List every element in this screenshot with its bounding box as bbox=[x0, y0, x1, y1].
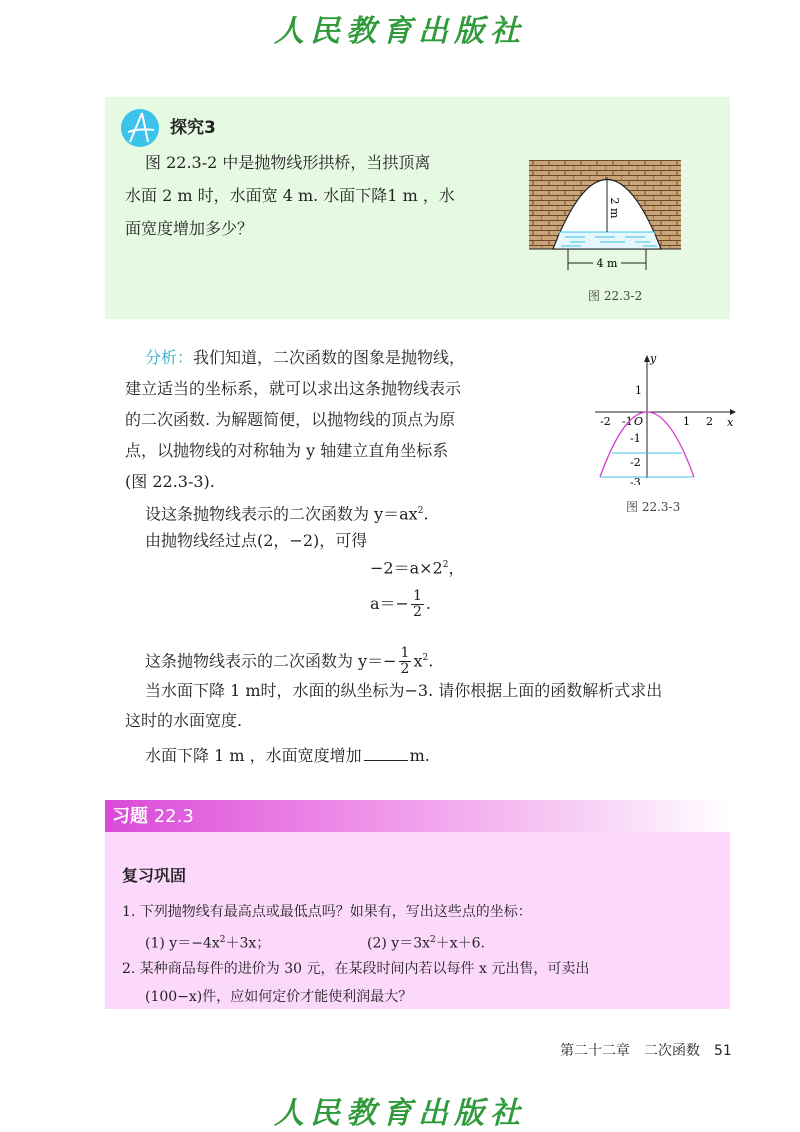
y-axis-label: y bbox=[650, 352, 657, 365]
equation-1: $-2=a\times 2^2$， bbox=[370, 558, 465, 578]
x-tick: 1 bbox=[683, 415, 690, 428]
analysis-text: 的二次函数. 为解题简便，以抛物线的顶点为原 bbox=[125, 410, 456, 429]
publisher-logo-bottom: 人民教育出版社 bbox=[274, 1096, 526, 1131]
drop-text: 这时的水面宽度. bbox=[125, 711, 243, 730]
analysis-text: 建立适当的坐标系，就可以求出这条抛物线表示 bbox=[125, 379, 462, 398]
exercise-number: 22.3 bbox=[153, 806, 194, 827]
question-1b: (2) $y=3x^2+x+6$. bbox=[367, 935, 485, 952]
question-2-cont: (100−x)件，应如何定价才能使利润最大？ bbox=[145, 989, 413, 1005]
explore-text: 面宽度增加多少？ bbox=[125, 219, 254, 238]
publisher-logo: 人民教育出版社 bbox=[274, 14, 526, 49]
pass-line: 由抛物线经过点(2，−2)，可得 bbox=[145, 531, 368, 550]
answer-blank bbox=[364, 747, 408, 761]
footer bbox=[560, 1036, 732, 1067]
y-tick: -2 bbox=[630, 456, 641, 469]
x-axis-label: x bbox=[727, 416, 734, 429]
x-tick: -1 bbox=[622, 415, 633, 428]
equation-2: a＝− $\frac{1}{2}$ . bbox=[370, 588, 431, 620]
y-tick: -1 bbox=[630, 432, 641, 445]
explore-title: 探究3 bbox=[170, 118, 216, 138]
analysis-text: 点，以抛物线的对称轴为 y 轴建立直角坐标系 bbox=[125, 441, 449, 460]
analysis-text: (图 22.3-3). bbox=[125, 472, 215, 491]
question-1a: (1) $y=-4x^2+3x$； bbox=[145, 935, 271, 952]
figure-caption: 图 22.3-2 bbox=[588, 289, 643, 303]
exercise-header-label: 习题 bbox=[112, 806, 148, 827]
analysis-text: 我们知道，二次函数的图象是抛物线， bbox=[193, 348, 466, 367]
question-2: 2. 某种商品每件的进价为 30 元，在某段时间内若以每件 x 元出售，可卖出 bbox=[122, 961, 590, 977]
chapter-title: 第二十二章 二次函数 bbox=[560, 1043, 700, 1059]
set-line: 设这条抛物线表示的二次函数为 $y=ax^2$. bbox=[145, 504, 429, 524]
section-title: 复习巩固 bbox=[122, 866, 187, 885]
y-tick: -3 bbox=[630, 476, 641, 485]
width-label: 4 m bbox=[596, 257, 618, 270]
graph-caption: 图 22.3-3 bbox=[626, 500, 681, 514]
drop-text: 当水面下降 1 m时，水面的纵坐标为−3. 请你根据上面的函数解析式求出 bbox=[145, 681, 663, 700]
origin-label: O bbox=[634, 415, 644, 428]
explore-text: 水面 2 m 时，水面宽 4 m. 水面下降1 m ，水 bbox=[125, 186, 455, 205]
analysis-label: 分析： bbox=[145, 348, 194, 367]
answer-line: 水面下降 1 m ，水面宽度增加 m. bbox=[145, 746, 430, 765]
exercise-header bbox=[105, 800, 730, 832]
compass-icon bbox=[120, 108, 160, 148]
result-line: 这条抛物线表示的二次函数为 y＝− $\frac{1}{2}$ $x^2$. bbox=[145, 645, 434, 678]
x-tick: -2 bbox=[600, 415, 611, 428]
explore-text: 图 22.3-2 中是抛物线形拱桥，当拱顶离 bbox=[145, 153, 431, 172]
arch-bridge-figure bbox=[525, 160, 685, 275]
question-1: 1. 下列抛物线有最高点或最低点吗？如果有，写出这些点的坐标： bbox=[122, 904, 532, 920]
y-tick: 1 bbox=[635, 384, 642, 397]
x-tick: 2 bbox=[706, 415, 713, 428]
parabola-graph bbox=[590, 350, 740, 485]
height-label: 2 m bbox=[608, 197, 621, 219]
page-number: 51 bbox=[714, 1043, 732, 1059]
